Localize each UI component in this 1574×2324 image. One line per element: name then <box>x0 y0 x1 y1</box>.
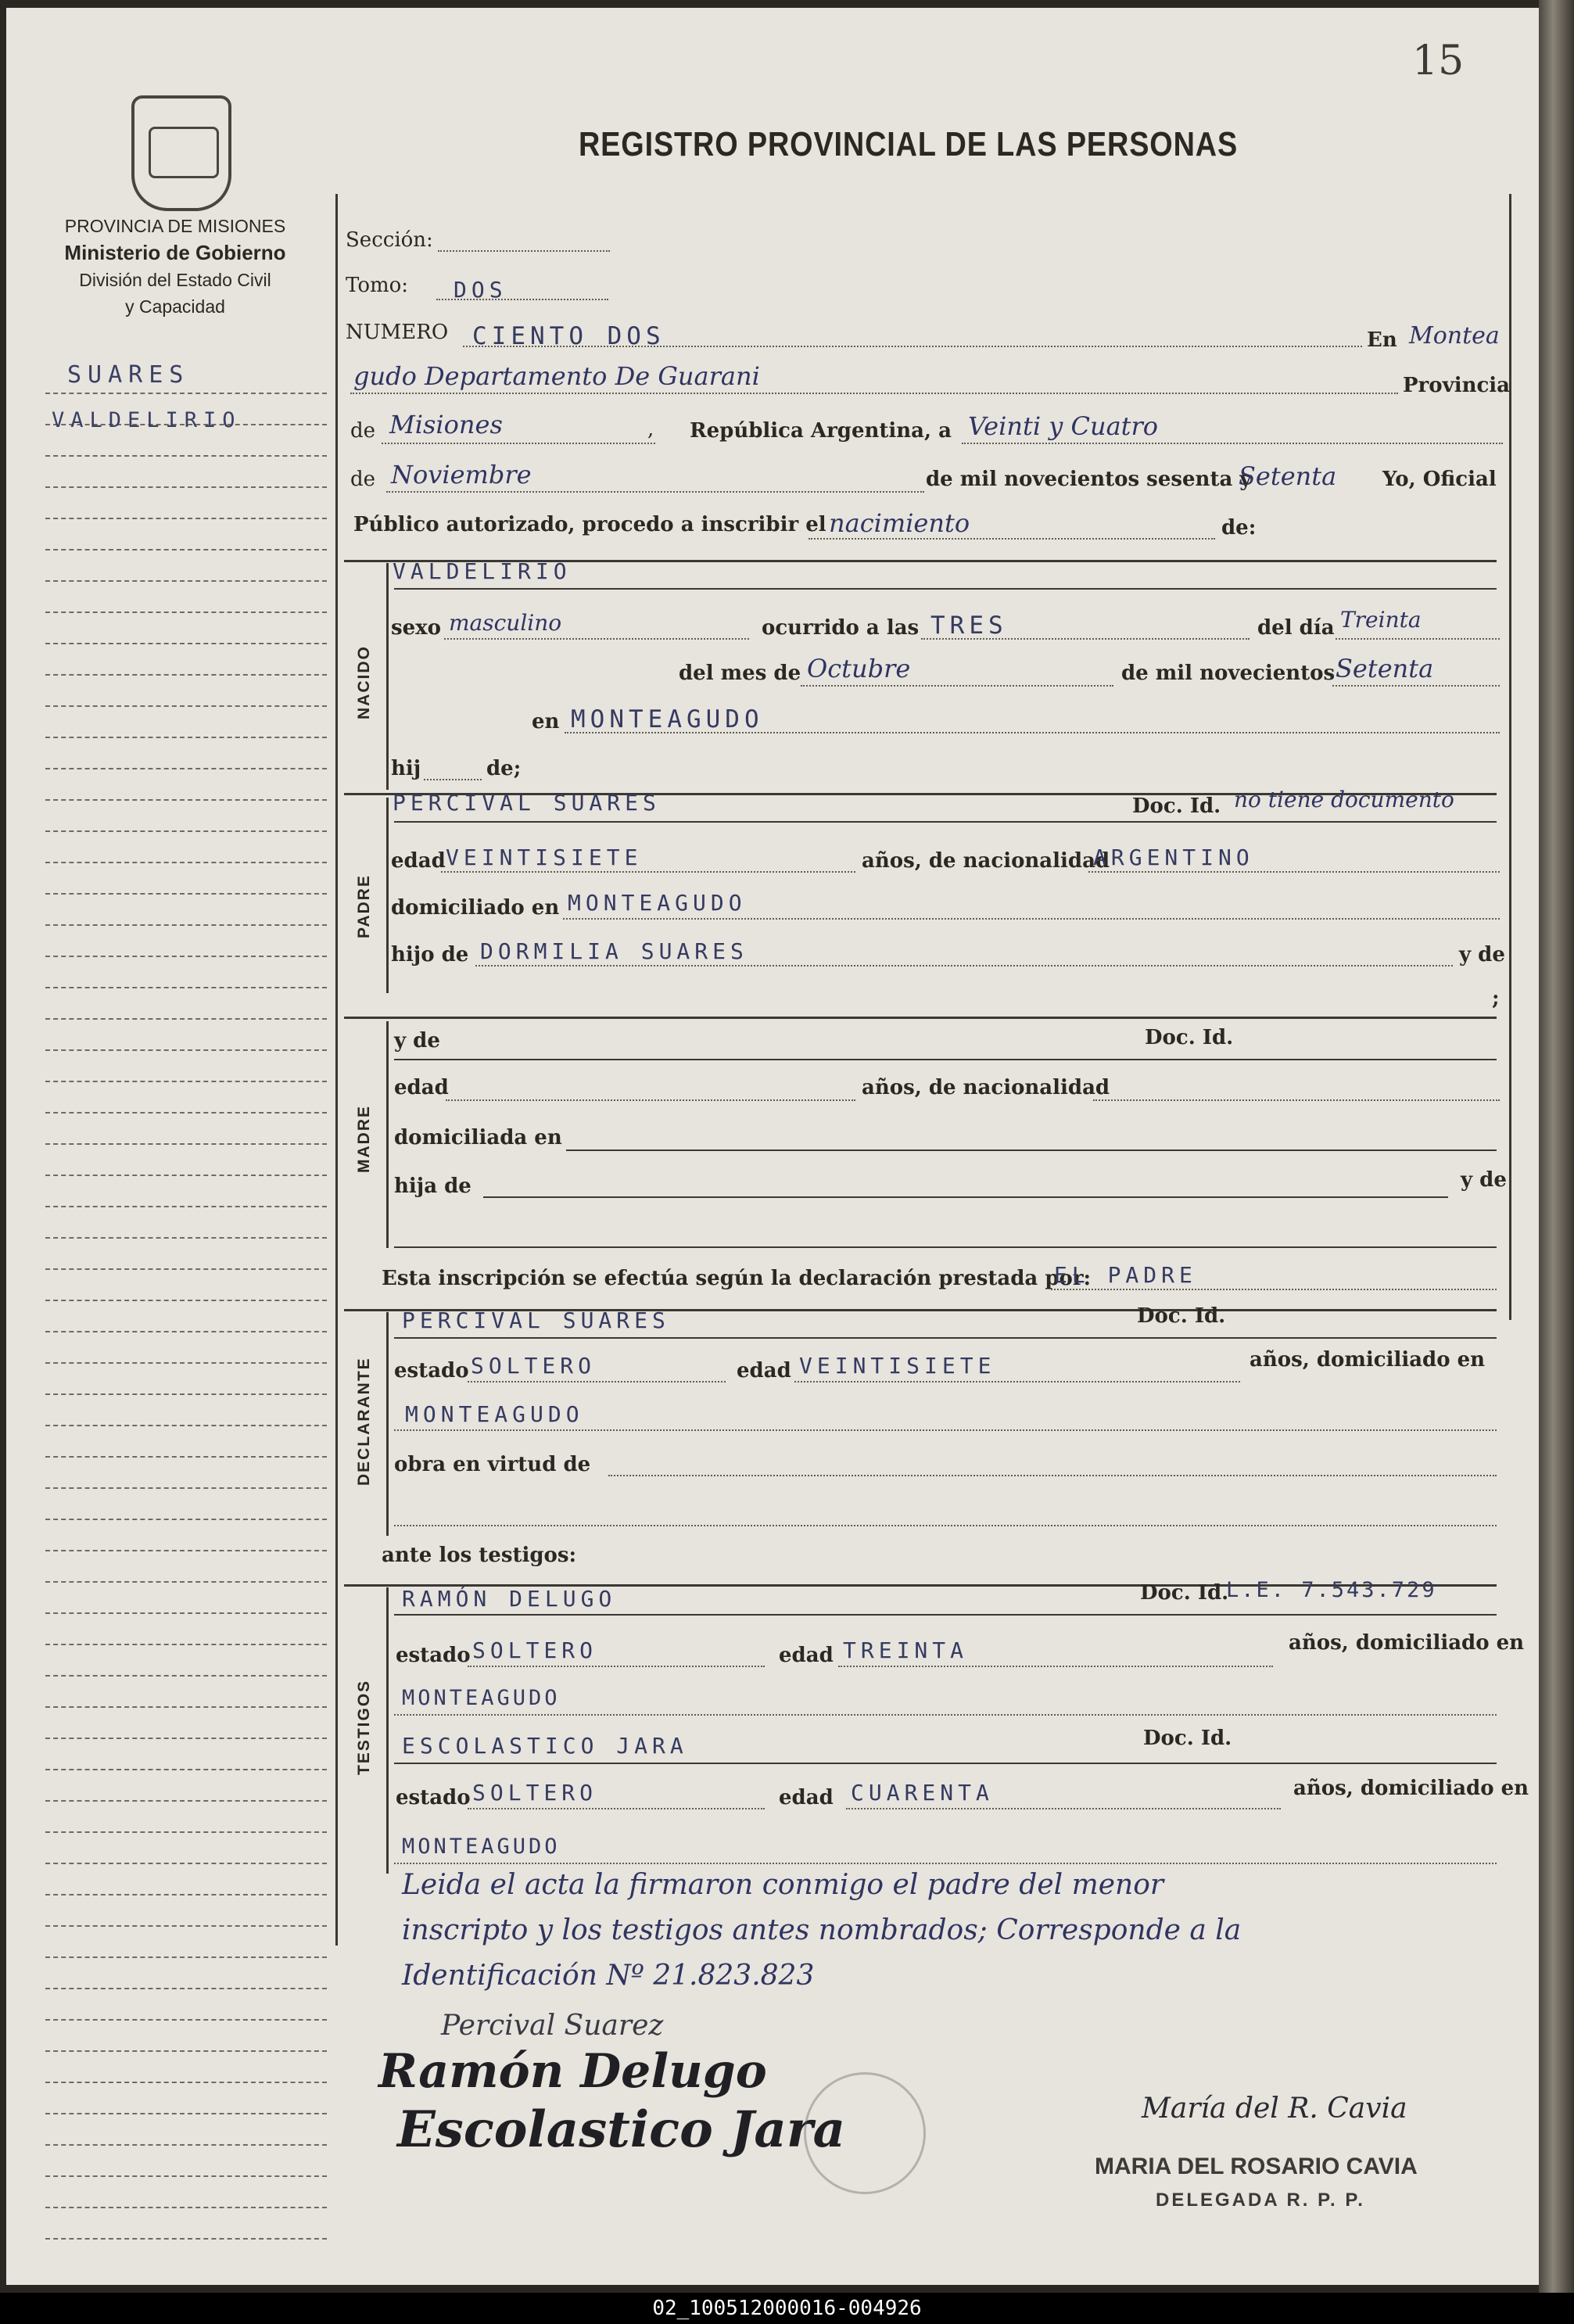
closing-line-2: inscripto y los testigos antes nombrados; Corresponde a la <box>402 1914 1242 1946</box>
ocurrido-label: ocurrido a las <box>762 616 920 640</box>
declarante-dom-value: MONTEAGUDO <box>405 1401 584 1427</box>
declarante-name: PERCIVAL SUARES <box>402 1307 670 1333</box>
margin-ruled-line <box>45 611 327 613</box>
margin-ruled-line <box>45 1081 327 1082</box>
page-number: 15 <box>1412 38 1465 84</box>
testigo2-edad-label: edad <box>779 1786 834 1809</box>
mes-line <box>801 685 1113 687</box>
en-label: En <box>1367 328 1397 352</box>
margin-ruled-line <box>45 580 327 582</box>
de-colon-label: de: <box>1221 516 1257 540</box>
testigos-label: ante los testigos: <box>382 1544 577 1567</box>
margin-ruled-line <box>45 737 327 738</box>
nacido-section-label: NACIDO <box>355 645 373 719</box>
sexo-label: sexo <box>391 616 442 640</box>
padre-nac-label: años, de nacionalidad <box>862 849 1110 873</box>
declaracion-value: EL PADRE <box>1054 1262 1197 1288</box>
publico-label: Público autorizado, procedo a inscribir el <box>353 513 826 536</box>
hij-label: hij <box>391 757 421 780</box>
dia-value: Treinta <box>1340 607 1422 633</box>
padre-semicolon: ; <box>1492 987 1500 1010</box>
testigo1-edad-line <box>838 1666 1273 1667</box>
testigo2-name-line <box>394 1763 1497 1764</box>
padre-hijo-line <box>475 965 1453 967</box>
margin-ruled-line <box>45 1143 327 1145</box>
hij-line <box>424 779 482 780</box>
testigo2-estado-line <box>468 1808 765 1809</box>
testigo1-dom-value: MONTEAGUDO <box>402 1686 561 1710</box>
testigo2-estado-value: SOLTERO <box>472 1780 598 1806</box>
testigo1-dom-line <box>394 1714 1497 1716</box>
margin-ruled-line <box>45 830 327 832</box>
margin-ruled-line <box>45 2175 327 2177</box>
numero-line <box>463 346 1362 347</box>
testigo1-name: RAMÓN DELUGO <box>402 1586 617 1612</box>
padre-hijo-label: hijo de <box>391 943 469 967</box>
margin-ruled-line <box>45 1237 327 1239</box>
seccion-label: Sección: <box>346 228 433 252</box>
tomo-value: DOS <box>454 277 507 303</box>
margin-ruled-line <box>45 1519 327 1520</box>
republica-label: República Argentina, a <box>690 419 952 443</box>
declarante-name-line <box>394 1337 1497 1339</box>
margin-ruled-line <box>45 1831 327 1833</box>
margin-ruled-line <box>45 924 327 926</box>
margin-ruled-line <box>45 674 327 676</box>
madre-nac-line[interactable] <box>1093 1099 1500 1101</box>
declarante-estado-value: SOLTERO <box>471 1353 597 1379</box>
madre-dom-label: domiciliada en <box>394 1126 562 1149</box>
margin-ruled-line <box>45 1863 327 1864</box>
nacido-name: VALDELIRIO <box>393 558 572 584</box>
margin-ruled-line <box>45 893 327 895</box>
testigo2-dom-line <box>394 1863 1497 1864</box>
madre-bottom-line[interactable] <box>394 1246 1497 1248</box>
margin-ruled-line <box>45 1738 327 1739</box>
margin-ruled-line <box>45 1925 327 1927</box>
numero-label: NUMERO <box>346 321 449 344</box>
margin-ruled-line <box>45 1894 327 1895</box>
margin-ruled-line <box>45 1112 327 1114</box>
testigo2-edad-line <box>846 1808 1281 1809</box>
margin-ruled-line <box>45 486 327 488</box>
book-spine <box>1539 0 1574 2293</box>
madre-bracket <box>386 1021 389 1248</box>
testigo1-doc-value: L.E. 7.543.729 <box>1226 1578 1437 1602</box>
province-line <box>382 443 655 444</box>
nacido-name-line <box>394 588 1497 590</box>
testigo1-dom-label: años, domiciliado en <box>1289 1631 1525 1655</box>
lugar-line <box>565 732 1500 733</box>
margin-ruled-line <box>45 2019 327 2021</box>
margin-surname: SUARES <box>67 361 190 389</box>
padre-edad-line <box>441 871 855 873</box>
padre-hijo-value: DORMILIA SUARES <box>480 938 748 964</box>
anio-line <box>1332 685 1500 687</box>
stamp-role: DELEGADA R. P. P. <box>1156 2190 1365 2211</box>
margin-ruled-line <box>45 1706 327 1708</box>
signature-oficial: María del R. Cavia <box>1142 2093 1407 2125</box>
testigo1-doc-label: Doc. Id. <box>1140 1581 1229 1605</box>
issuer-capacity: y Capacidad <box>125 296 225 317</box>
testigo2-name: ESCOLASTICO JARA <box>402 1733 688 1759</box>
testigo2-edad-value: CUARENTA <box>851 1780 994 1806</box>
madre-doc-label: Doc. Id. <box>1145 1026 1234 1049</box>
margin-ruled-line <box>45 2113 327 2114</box>
margin-ruled-line <box>45 987 327 988</box>
de-label: de <box>350 419 376 443</box>
issuer-ministry: Ministerio de Gobierno <box>64 241 286 264</box>
margin-ruled-line <box>45 1644 327 1645</box>
dia-line <box>1336 638 1500 640</box>
margin-ruled-line <box>45 1331 327 1332</box>
obra-label: obra en virtud de <box>394 1453 591 1476</box>
padre-nac-value: ARGENTINO <box>1093 845 1254 870</box>
margin-ruled-line <box>45 393 327 394</box>
sexo-value: masculino <box>449 610 562 636</box>
testigos-section-label: TESTIGOS <box>355 1679 373 1775</box>
margin-ruled-line <box>45 1049 327 1051</box>
day-line <box>962 443 1503 444</box>
padre-edad-value: VEINTISIETE <box>446 845 643 870</box>
margin-ruled-line <box>45 2238 327 2240</box>
de-label-2: de <box>350 468 376 491</box>
page-title: REGISTRO PROVINCIAL DE LAS PERSONAS <box>579 125 1239 163</box>
closing-line-3: Identificación Nº 21.823.823 <box>402 1960 815 1992</box>
signature-testigo-1: Ramón Delugo <box>378 2044 767 2099</box>
margin-ruled-line <box>45 1550 327 1551</box>
margin-ruled-line <box>45 862 327 863</box>
month-line <box>386 491 924 493</box>
testigo1-estado-label: estado <box>396 1644 471 1667</box>
lugar-en-label: en <box>532 710 560 733</box>
declaracion-label: Esta inscripción se efectúa según la declaración prestada por: <box>382 1267 1092 1290</box>
day-value: Veinti y Cuatro <box>968 411 1159 441</box>
margin-ruled-line <box>45 1487 327 1489</box>
dia-label: del día <box>1257 616 1335 640</box>
margin-ruled-line <box>45 799 327 801</box>
declaracion-line <box>1051 1289 1497 1290</box>
margin-ruled-line <box>45 1956 327 1958</box>
obra-line-2[interactable] <box>394 1525 1497 1526</box>
padre-dom-line <box>563 918 1500 920</box>
yo-oficial-label: Yo, Oficial <box>1382 468 1497 491</box>
issuer-division: División del Estado Civil <box>79 270 271 290</box>
anio-value: Setenta <box>1336 654 1434 683</box>
padre-edad-label: edad <box>391 849 446 873</box>
padre-name-line <box>394 821 1497 823</box>
obra-line[interactable] <box>608 1475 1497 1476</box>
padre-doc-label: Doc. Id. <box>1132 794 1221 818</box>
declarante-edad-label: edad <box>737 1359 791 1383</box>
padre-bracket <box>386 798 389 993</box>
hij-de-label: de; <box>486 757 522 780</box>
provincia-label: Provincia <box>1403 374 1511 397</box>
place-continuation: gudo Departamento De Guarani <box>353 361 760 391</box>
margin-ruled-line <box>45 455 327 457</box>
margin-ruled-line <box>45 518 327 519</box>
tomo-label: Tomo: <box>346 274 409 297</box>
frame-left-rule <box>335 194 338 1946</box>
hora-value: TRES <box>930 611 1008 640</box>
madre-dom-line[interactable] <box>566 1149 1497 1151</box>
testigo1-estado-value: SOLTERO <box>472 1637 598 1663</box>
province-value: Misiones <box>389 410 503 439</box>
margin-ruled-line <box>45 956 327 957</box>
signature-testigo-2: Escolastico Jara <box>397 2100 846 2159</box>
issuer-province: PROVINCIA DE MISIONES <box>64 216 286 236</box>
madre-yde-label: y de <box>394 1029 440 1053</box>
seccion-field[interactable] <box>438 250 610 252</box>
madre-name-line[interactable] <box>394 1059 1497 1060</box>
padre-section-label: PADRE <box>355 874 373 938</box>
act-line <box>809 538 1215 540</box>
declarante-section-label: DECLARANTE <box>355 1357 373 1486</box>
declarante-dom-line <box>394 1429 1497 1431</box>
padre-doc-value: no tiene documento <box>1234 787 1454 812</box>
sexo-line <box>444 638 749 640</box>
margin-ruled-line <box>45 2207 327 2208</box>
madre-yde2-label: y de <box>1461 1168 1507 1192</box>
tomo-line <box>436 299 608 300</box>
padre-dom-label: domiciliado en <box>391 896 560 920</box>
declarante-bracket <box>386 1312 389 1536</box>
margin-ruled-line <box>45 1800 327 1802</box>
testigo2-doc-label: Doc. Id. <box>1143 1727 1232 1750</box>
frame-right-rule <box>1509 194 1511 1320</box>
madre-nac-label: años, de nacionalidad <box>862 1076 1110 1099</box>
mes-value: Octubre <box>807 654 911 683</box>
declarante-doc-label: Doc. Id. <box>1137 1304 1226 1328</box>
declarante-estado-line <box>468 1381 726 1383</box>
margin-ruled-line <box>45 1018 327 1020</box>
testigo2-dom-value: MONTEAGUDO <box>402 1834 561 1859</box>
margin-ruled-line <box>45 1393 327 1395</box>
margin-ruled-line <box>45 768 327 769</box>
madre-edad-label: edad <box>394 1076 449 1099</box>
image-caption: 02_100512000016-004926 <box>0 2293 1574 2324</box>
mes-label: del mes de <box>679 662 801 685</box>
issuer-header <box>27 213 324 320</box>
margin-ruled-line <box>45 1769 327 1770</box>
margin-ruled-line <box>45 1456 327 1458</box>
padre-nac-line <box>1088 871 1500 873</box>
madre-section-label: MADRE <box>355 1105 373 1173</box>
testigo2-dom-label: años, domiciliado en <box>1293 1777 1529 1800</box>
margin-ruled-line <box>45 1300 327 1301</box>
testigo1-name-line <box>394 1614 1497 1616</box>
nacido-bracket <box>386 563 389 790</box>
margin-ruled-line <box>45 1175 327 1176</box>
margin-ruled-line <box>45 2082 327 2083</box>
margin-given-name: VALDELIRIO <box>52 408 242 432</box>
margin-ruled-line <box>45 1581 327 1583</box>
round-seal-stamp-icon <box>804 2072 926 2194</box>
margin-ruled-line <box>45 1268 327 1270</box>
margin-ruled-line <box>45 1206 327 1207</box>
padre-yde-label: y de <box>1459 943 1505 967</box>
hora-line <box>921 638 1250 640</box>
padre-name: PERCIVAL SUARES <box>393 790 661 816</box>
testigo1-edad-value: TREINTA <box>843 1637 969 1663</box>
margin-ruled-line <box>45 1362 327 1364</box>
lugar-value: MONTEAGUDO <box>571 705 764 733</box>
margin-ruled-line <box>45 1425 327 1426</box>
margin-ruled-line <box>45 1988 327 1989</box>
madre-top-rule <box>344 1017 1497 1019</box>
madre-hija-line[interactable] <box>483 1196 1448 1198</box>
anio-label: de mil novecientos <box>1121 662 1336 685</box>
province-seal-icon <box>131 95 231 211</box>
margin-ruled-line <box>45 1675 327 1677</box>
act-value: nacimiento <box>829 508 970 538</box>
year-text: de mil novecientos sesenta y <box>926 468 1252 491</box>
register-page <box>6 8 1544 2285</box>
madre-hija-label: hija de <box>394 1175 471 1198</box>
madre-edad-line[interactable] <box>446 1099 855 1101</box>
padre-dom-value: MONTEAGUDO <box>568 890 747 916</box>
testigo1-estado-line <box>468 1666 765 1667</box>
margin-ruled-line <box>45 2050 327 2052</box>
declarante-estado-label: estado <box>394 1359 469 1383</box>
stamp-name: MARIA DEL ROSARIO CAVIA <box>1095 2154 1418 2179</box>
place-line <box>350 393 1398 394</box>
margin-ruled-line <box>45 705 327 707</box>
declarante-edad-line <box>794 1381 1240 1383</box>
margin-ruled-line <box>45 549 327 551</box>
closing-line-1: Leida el acta la firmaron conmigo el padre del menor <box>402 1869 1164 1901</box>
margin-ruled-line <box>45 643 327 644</box>
margin-ruled-line <box>45 1612 327 1614</box>
en-value: Montea <box>1409 322 1500 350</box>
comma-label: , <box>647 418 654 441</box>
declarante-dom-label: años, domiciliado en <box>1250 1348 1486 1372</box>
numero-value: CIENTO DOS <box>472 322 665 350</box>
testigos-bracket <box>386 1587 389 1874</box>
margin-ruled-line <box>45 2144 327 2146</box>
testigo1-edad-label: edad <box>779 1644 834 1667</box>
testigo2-estado-label: estado <box>396 1786 471 1809</box>
year-value: Setenta <box>1239 461 1337 491</box>
signature-padre: Percival Suarez <box>441 2010 664 2042</box>
month-value: Noviembre <box>391 460 532 490</box>
declarante-edad-value: VEINTISIETE <box>799 1353 996 1379</box>
